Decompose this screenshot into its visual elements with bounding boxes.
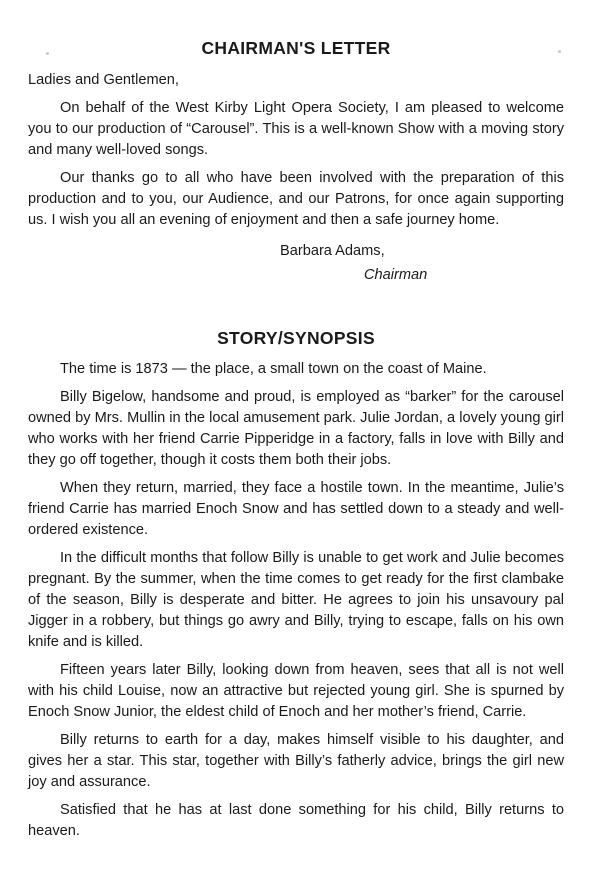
letter-heading: CHAIRMAN'S LETTER bbox=[201, 38, 391, 58]
letter-salutation: Ladies and Gentlemen, bbox=[28, 72, 179, 88]
synopsis-paragraph: The time is 1873 — the place, a small town on the coast of Maine. bbox=[60, 361, 487, 377]
synopsis-paragraph: When they return, married, they face a hostile town. In the meantime, Julie’s friend Carrie has married Enoch Snow and has settled down to a steady and well-ordered existence. bbox=[28, 480, 564, 538]
program-page bbox=[28, 36, 564, 849]
synopsis-paragraph: Fifteen years later Billy, looking down from heaven, sees that all is not well with his child Louise, now an attractive but rejected young girl. She is spurned by Enoch Snow Junior, the eldest child of Enoch and her mother’s friend, Carrie. bbox=[28, 662, 564, 720]
signature-name: Barbara Adams, bbox=[280, 243, 385, 259]
synopsis-heading: STORY/SYNOPSIS bbox=[217, 328, 375, 348]
signature-title: Chairman bbox=[364, 267, 428, 283]
synopsis-paragraph: Billy Bigelow, handsome and proud, is employed as “barker” for the carousel owned by Mrs. Mullin in the local amusement park. Julie Jordan, a lovely young girl who works with her friend Carrie Pipperidge in a factory, falls in love with Billy and they go off together, though it costs them both their jobs. bbox=[28, 389, 564, 468]
letter-paragraph: Our thanks go to all who have been involved with the preparation of this production and to you, our Audience, and our Patrons, for once again supporting us. I wish you all an evening of enjoyment and then a safe journey home. bbox=[28, 170, 564, 228]
letter-signature bbox=[280, 241, 564, 286]
chairmans-letter bbox=[28, 36, 564, 286]
synopsis-paragraph: Satisfied that he has at last done something for his child, Billy returns to heaven. bbox=[28, 802, 564, 839]
synopsis-paragraph: In the difficult months that follow Billy is unable to get work and Julie becomes pregnant. By the summer, when the time comes to get ready for the first clambake of the season, Billy is desperate and bitter. He agrees to join his unsavoury pal Jigger in a robbery, but things go awry and Billy, trying to escape, falls on his own knife and is killed. bbox=[28, 550, 564, 650]
story-synopsis bbox=[28, 326, 564, 842]
synopsis-paragraph: Billy returns to earth for a day, makes himself visible to his daughter, and gives her a star. This star, together with Billy’s fatherly advice, brings the girl new joy and assurance. bbox=[28, 732, 564, 790]
letter-paragraph: On behalf of the West Kirby Light Opera Society, I am pleased to welcome you to our production of “Carousel”. This is a well-known Show with a moving story and many well-loved songs. bbox=[28, 100, 564, 158]
